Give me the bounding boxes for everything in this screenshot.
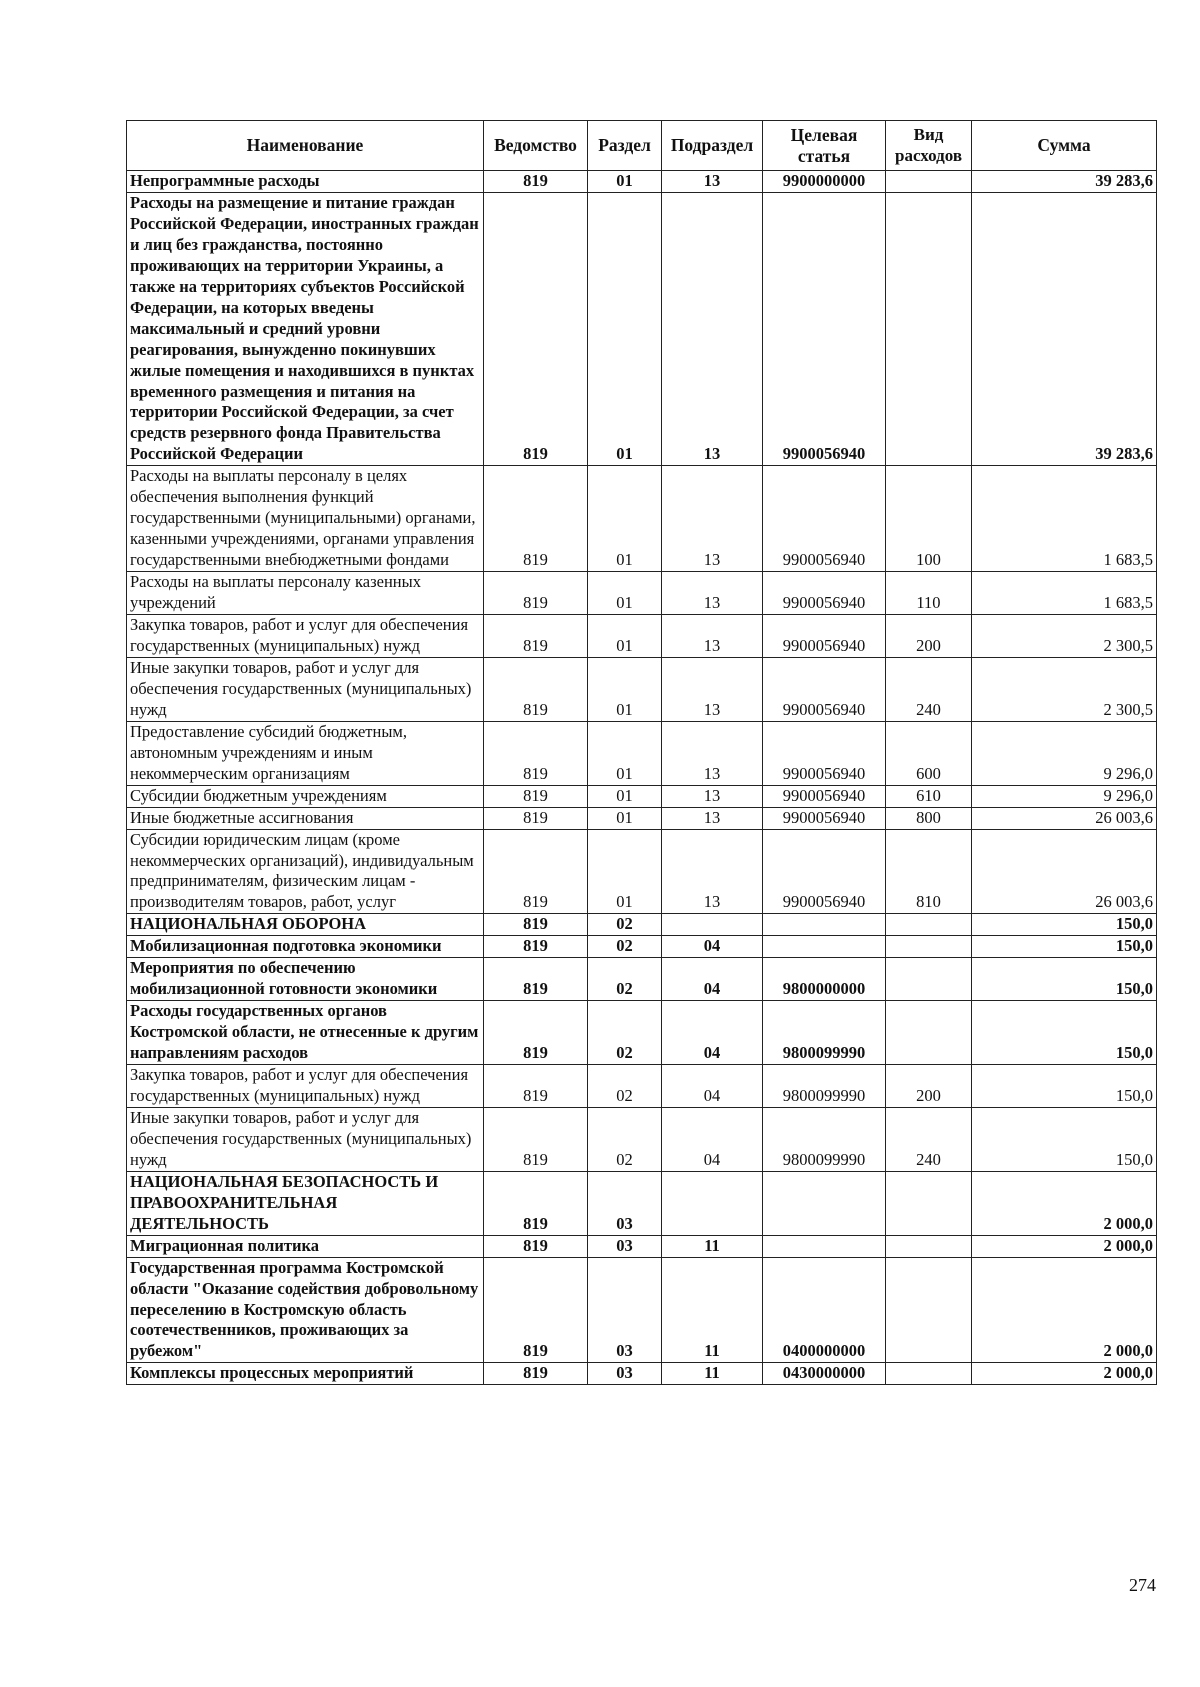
cell-razdel: 02 xyxy=(588,958,662,1001)
cell-target-article xyxy=(763,1235,886,1257)
cell-sum: 1 683,5 xyxy=(972,466,1157,572)
cell-target-article: 0430000000 xyxy=(763,1363,886,1385)
cell-podrazdel: 13 xyxy=(662,171,763,193)
cell-expense-type xyxy=(886,1235,972,1257)
cell-razdel: 03 xyxy=(588,1235,662,1257)
cell-expense-type: 100 xyxy=(886,466,972,572)
cell-expense-type: 200 xyxy=(886,615,972,658)
cell-name: Субсидии юридическим лицам (кроме некоммерческих организаций), индивидуальным предпринимателям, физическим лицам - производителям товаров, работ, услуг xyxy=(127,829,484,914)
cell-vedomstvo: 819 xyxy=(484,1171,588,1235)
table-row xyxy=(127,807,1157,829)
cell-sum: 150,0 xyxy=(972,1107,1157,1171)
cell-target-article: 9800000000 xyxy=(763,958,886,1001)
cell-expense-type: 110 xyxy=(886,572,972,615)
cell-sum: 1 683,5 xyxy=(972,572,1157,615)
cell-podrazdel: 13 xyxy=(662,657,763,721)
cell-razdel: 02 xyxy=(588,1065,662,1108)
cell-target-article: 9900000000 xyxy=(763,171,886,193)
page-number: 274 xyxy=(1129,1575,1156,1595)
cell-sum: 9 296,0 xyxy=(972,785,1157,807)
table-row xyxy=(127,1363,1157,1385)
cell-sum: 39 283,6 xyxy=(972,192,1157,465)
header-name: Наименование xyxy=(127,121,484,171)
cell-vedomstvo: 819 xyxy=(484,721,588,785)
cell-razdel: 01 xyxy=(588,615,662,658)
table-row xyxy=(127,785,1157,807)
cell-target-article: 9800099990 xyxy=(763,1065,886,1108)
table-row xyxy=(127,936,1157,958)
cell-razdel: 01 xyxy=(588,829,662,914)
table-row xyxy=(127,192,1157,465)
cell-name: Мобилизационная подготовка экономики xyxy=(127,936,484,958)
budget-table xyxy=(126,120,1157,1385)
cell-sum: 150,0 xyxy=(972,958,1157,1001)
cell-target-article xyxy=(763,936,886,958)
cell-name: Государственная программа Костромской области "Оказание содействия добровольному переселению в Костромскую область соотечественников, проживающих за рубежом" xyxy=(127,1257,484,1363)
table-row xyxy=(127,1001,1157,1065)
cell-name: Предоставление субсидий бюджетным, автономным учреждениям и иным некоммерческим организациям xyxy=(127,721,484,785)
cell-expense-type xyxy=(886,914,972,936)
cell-target-article: 9900056940 xyxy=(763,615,886,658)
header-expense-type: Вид расходов xyxy=(886,121,972,171)
cell-vedomstvo: 819 xyxy=(484,1001,588,1065)
table-row xyxy=(127,721,1157,785)
table-row xyxy=(127,171,1157,193)
cell-expense-type xyxy=(886,936,972,958)
header-row xyxy=(127,121,1157,171)
table-row xyxy=(127,572,1157,615)
table-row xyxy=(127,914,1157,936)
cell-expense-type xyxy=(886,958,972,1001)
cell-expense-type: 240 xyxy=(886,1107,972,1171)
table-row xyxy=(127,1107,1157,1171)
cell-sum: 9 296,0 xyxy=(972,721,1157,785)
cell-expense-type xyxy=(886,1171,972,1235)
cell-target-article: 9800099990 xyxy=(763,1107,886,1171)
header-razdel: Раздел xyxy=(588,121,662,171)
cell-podrazdel: 13 xyxy=(662,466,763,572)
cell-target-article: 9900056940 xyxy=(763,572,886,615)
cell-name: НАЦИОНАЛЬНАЯ ОБОРОНА xyxy=(127,914,484,936)
cell-sum: 2 000,0 xyxy=(972,1171,1157,1235)
cell-razdel: 02 xyxy=(588,1107,662,1171)
cell-podrazdel: 11 xyxy=(662,1235,763,1257)
cell-target-article: 9900056940 xyxy=(763,785,886,807)
cell-vedomstvo: 819 xyxy=(484,829,588,914)
cell-target-article: 9900056940 xyxy=(763,466,886,572)
cell-razdel: 02 xyxy=(588,914,662,936)
cell-vedomstvo: 819 xyxy=(484,615,588,658)
cell-podrazdel: 04 xyxy=(662,958,763,1001)
cell-target-article: 9900056940 xyxy=(763,192,886,465)
cell-name: Расходы государственных органов Костромской области, не отнесенные к другим направлениям расходов xyxy=(127,1001,484,1065)
cell-name: Миграционная политика xyxy=(127,1235,484,1257)
header-target-article: Целевая статья xyxy=(763,121,886,171)
cell-podrazdel: 04 xyxy=(662,1065,763,1108)
cell-name: Иные бюджетные ассигнования xyxy=(127,807,484,829)
cell-sum: 150,0 xyxy=(972,1065,1157,1108)
cell-podrazdel: 13 xyxy=(662,807,763,829)
cell-vedomstvo: 819 xyxy=(484,657,588,721)
cell-razdel: 01 xyxy=(588,721,662,785)
cell-expense-type: 810 xyxy=(886,829,972,914)
cell-podrazdel: 13 xyxy=(662,615,763,658)
header-sum: Сумма xyxy=(972,121,1157,171)
cell-razdel: 01 xyxy=(588,192,662,465)
cell-name: Мероприятия по обеспечению мобилизационной готовности экономики xyxy=(127,958,484,1001)
table-row xyxy=(127,1235,1157,1257)
cell-sum: 26 003,6 xyxy=(972,807,1157,829)
cell-podrazdel: 13 xyxy=(662,192,763,465)
cell-name: Расходы на выплаты персоналу в целях обеспечения выполнения функций государственными (муниципальными) органами, казенными учреждениями, органами управления государственными внебюджетными фондами xyxy=(127,466,484,572)
table-row xyxy=(127,1171,1157,1235)
cell-name: Закупка товаров, работ и услуг для обеспечения государственных (муниципальных) нужд xyxy=(127,615,484,658)
cell-razdel: 02 xyxy=(588,1001,662,1065)
cell-expense-type xyxy=(886,1363,972,1385)
cell-expense-type: 610 xyxy=(886,785,972,807)
table-row xyxy=(127,615,1157,658)
table-row xyxy=(127,1257,1157,1363)
cell-sum: 2 300,5 xyxy=(972,657,1157,721)
cell-podrazdel: 04 xyxy=(662,1107,763,1171)
cell-podrazdel: 04 xyxy=(662,1001,763,1065)
cell-vedomstvo: 819 xyxy=(484,171,588,193)
cell-vedomstvo: 819 xyxy=(484,1107,588,1171)
cell-podrazdel: 04 xyxy=(662,936,763,958)
cell-podrazdel: 13 xyxy=(662,721,763,785)
cell-name: Иные закупки товаров, работ и услуг для обеспечения государственных (муниципальных) нужд xyxy=(127,1107,484,1171)
cell-name: Комплексы процессных мероприятий xyxy=(127,1363,484,1385)
cell-podrazdel: 13 xyxy=(662,829,763,914)
cell-vedomstvo: 819 xyxy=(484,807,588,829)
table-row xyxy=(127,466,1157,572)
cell-razdel: 01 xyxy=(588,466,662,572)
cell-vedomstvo: 819 xyxy=(484,1065,588,1108)
cell-vedomstvo: 819 xyxy=(484,1363,588,1385)
cell-podrazdel: 11 xyxy=(662,1363,763,1385)
cell-target-article xyxy=(763,1171,886,1235)
cell-vedomstvo: 819 xyxy=(484,466,588,572)
cell-sum: 2 000,0 xyxy=(972,1257,1157,1363)
cell-razdel: 01 xyxy=(588,807,662,829)
cell-name: Непрограммные расходы xyxy=(127,171,484,193)
cell-podrazdel xyxy=(662,914,763,936)
cell-vedomstvo: 819 xyxy=(484,914,588,936)
cell-razdel: 01 xyxy=(588,657,662,721)
cell-razdel: 02 xyxy=(588,936,662,958)
table-row xyxy=(127,657,1157,721)
cell-expense-type xyxy=(886,192,972,465)
cell-target-article: 9900056940 xyxy=(763,721,886,785)
cell-target-article xyxy=(763,914,886,936)
cell-expense-type: 240 xyxy=(886,657,972,721)
cell-podrazdel: 13 xyxy=(662,785,763,807)
cell-sum: 2 000,0 xyxy=(972,1363,1157,1385)
cell-name: Расходы на размещение и питание граждан Российской Федерации, иностранных граждан и лиц без гражданства, постоянно проживающих на территории Украины, а также на территориях субъектов Российской Федерации, на которых введены максимальный и средний уровни реагирования, вынужденно покинувших жилые помещения и находившихся в пунктах временного размещения и питания на территории Российской Федерации, за счет средств резервного фонда Правительства Российской Федерации xyxy=(127,192,484,465)
cell-sum: 26 003,6 xyxy=(972,829,1157,914)
cell-sum: 2 000,0 xyxy=(972,1235,1157,1257)
table-body xyxy=(127,171,1157,1385)
cell-podrazdel: 11 xyxy=(662,1257,763,1363)
cell-razdel: 01 xyxy=(588,171,662,193)
cell-expense-type: 800 xyxy=(886,807,972,829)
cell-vedomstvo: 819 xyxy=(484,958,588,1001)
cell-vedomstvo: 819 xyxy=(484,1235,588,1257)
cell-name: Субсидии бюджетным учреждениям xyxy=(127,785,484,807)
table-row xyxy=(127,829,1157,914)
cell-name: Иные закупки товаров, работ и услуг для обеспечения государственных (муниципальных) нужд xyxy=(127,657,484,721)
header-podrazdel: Подраздел xyxy=(662,121,763,171)
table-row xyxy=(127,1065,1157,1108)
cell-expense-type: 600 xyxy=(886,721,972,785)
cell-podrazdel: 13 xyxy=(662,572,763,615)
cell-sum: 150,0 xyxy=(972,936,1157,958)
cell-razdel: 03 xyxy=(588,1257,662,1363)
cell-vedomstvo: 819 xyxy=(484,936,588,958)
cell-name: Закупка товаров, работ и услуг для обеспечения государственных (муниципальных) нужд xyxy=(127,1065,484,1108)
cell-vedomstvo: 819 xyxy=(484,572,588,615)
cell-name: НАЦИОНАЛЬНАЯ БЕЗОПАСНОСТЬ И ПРАВООХРАНИТЕЛЬНАЯ ДЕЯТЕЛЬНОСТЬ xyxy=(127,1171,484,1235)
cell-expense-type xyxy=(886,171,972,193)
cell-vedomstvo: 819 xyxy=(484,1257,588,1363)
cell-expense-type: 200 xyxy=(886,1065,972,1108)
cell-sum: 2 300,5 xyxy=(972,615,1157,658)
cell-target-article: 9900056940 xyxy=(763,829,886,914)
cell-target-article: 9800099990 xyxy=(763,1001,886,1065)
cell-vedomstvo: 819 xyxy=(484,192,588,465)
cell-vedomstvo: 819 xyxy=(484,785,588,807)
cell-target-article: 9900056940 xyxy=(763,807,886,829)
cell-name: Расходы на выплаты персоналу казенных учреждений xyxy=(127,572,484,615)
cell-sum: 150,0 xyxy=(972,914,1157,936)
cell-sum: 39 283,6 xyxy=(972,171,1157,193)
cell-razdel: 03 xyxy=(588,1363,662,1385)
cell-expense-type xyxy=(886,1001,972,1065)
cell-razdel: 01 xyxy=(588,785,662,807)
cell-podrazdel xyxy=(662,1171,763,1235)
header-vedomstvo: Ведомство xyxy=(484,121,588,171)
cell-expense-type xyxy=(886,1257,972,1363)
table-row xyxy=(127,958,1157,1001)
cell-sum: 150,0 xyxy=(972,1001,1157,1065)
cell-target-article: 9900056940 xyxy=(763,657,886,721)
cell-razdel: 01 xyxy=(588,572,662,615)
cell-razdel: 03 xyxy=(588,1171,662,1235)
cell-target-article: 0400000000 xyxy=(763,1257,886,1363)
